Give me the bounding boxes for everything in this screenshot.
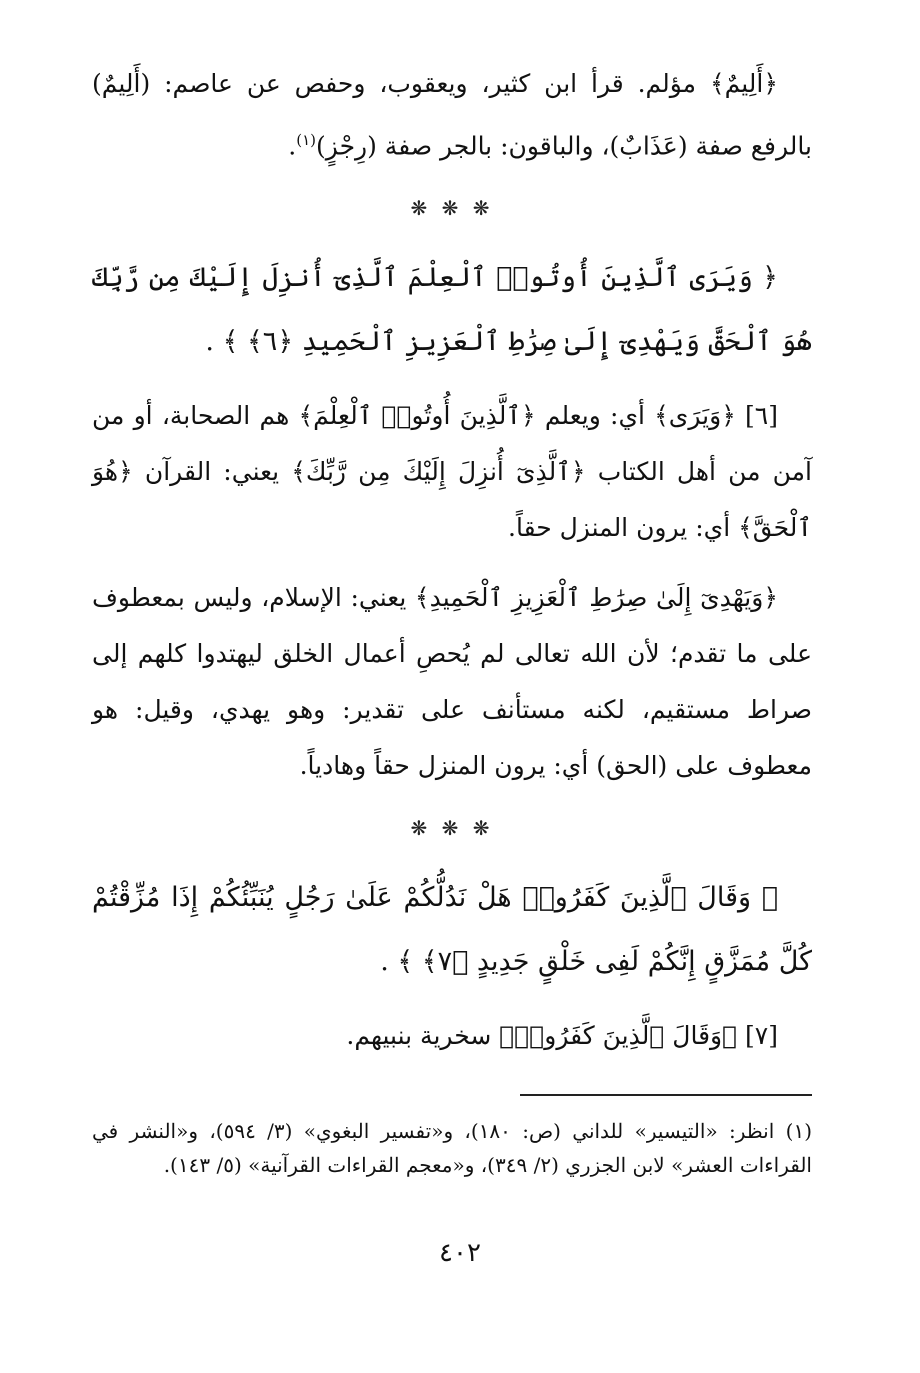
footnote-text: (١) انظر: «التيسير» للداني (ص: ١٨٠)، و«تفسير البغوي» (٣/ ٥٩٤)، و«النشر في القراءات العشر» لابن الجزري (٢/ ٣٤٩)، و«معجم القراءات القرآنية» (٥/ ١٤٣). xyxy=(92,1119,812,1178)
page-body xyxy=(92,56,812,1182)
footnote-ref: (١) xyxy=(296,131,317,149)
tafsir-verse-6: [٦] ﴿وَيَرَى﴾ أي: ويعلم ﴿ٱلَّذِينَ أُوتُوا۟ ٱلْعِلْمَ﴾ هم الصحابة، أو من آمن من أهل الكتاب ﴿ٱلَّذِىٓ أُنزِلَ إِلَيْكَ مِن رَّبِّكَ﴾ يعني: القرآن ﴿هُوَ ٱلْحَقَّ﴾ أي: يرون المنزل حقاً. xyxy=(92,401,812,543)
tafsir-verse-7: [٧] ﴿وَقَالَ ٱلَّذِينَ كَفَرُوا۟﴾ سخرية بنبيهم. xyxy=(346,1021,778,1051)
paragraph-alim-reading xyxy=(92,56,812,174)
tafsir-yahdi: ﴿وَيَهْدِىٓ إِلَىٰ صِرَٰطِ ٱلْعَزِيزِ ٱلْحَمِيدِ﴾ يعني: الإسلام، وليس بمعطوف على ما تقدم؛ لأن الله تعالى لم يُحصِ أعمال الخلق ليهتدوا كلهم إلى صراط مستقيم، لكنه مستأنف على تقدير: وهو يهدي، وقيل: هو معطوف على (الحق) أي: يرون المنزل حقاً وهادياً. xyxy=(92,583,812,781)
paragraph-text: ﴿أَلِيمٌ﴾ مؤلم. قرأ ابن كثير، ويعقوب، وحفص عن عاصم: (أَلِيمٌ) بالرفع صفة (عَذَابٌ)، والباقون: بالجر صفة (رِجْزٍ) xyxy=(92,69,812,161)
quran-verse-7: ﴿ وَقَالَ ٱلَّذِينَ كَفَرُوا۟ هَلْ نَدُلُّكُمْ عَلَىٰ رَجُلٍ يُنَبِّئُكُمْ إِذَا مُزِّقْتُمْ كُلَّ مُمَزَّقٍ إِنَّكُمْ لَفِى خَلْقٍ جَدِيدٍ ﴿٧﴾ ﴾ . xyxy=(92,882,812,978)
quran-verse-6: ﴿ وَيَرَى ٱلَّذِينَ أُوتُوا۟ ٱلْعِلْمَ ٱلَّذِىٓ أُنزِلَ إِلَيْكَ مِن رَّبِّكَ هُوَ ٱلْحَقَّ وَيَهْدِىٓ إِلَىٰ صِرَٰطِ ٱلْعَزِيزِ ٱلْحَمِيدِ ﴿٦﴾ ﴾ . xyxy=(92,262,812,358)
footnote-divider xyxy=(520,1094,812,1096)
paragraph-end: . xyxy=(288,131,297,161)
section-separator: ❋ ❋ ❋ xyxy=(410,816,494,841)
section-separator: ❋ ❋ ❋ xyxy=(410,196,494,221)
page-number: ٤٠٢ xyxy=(439,1238,481,1268)
